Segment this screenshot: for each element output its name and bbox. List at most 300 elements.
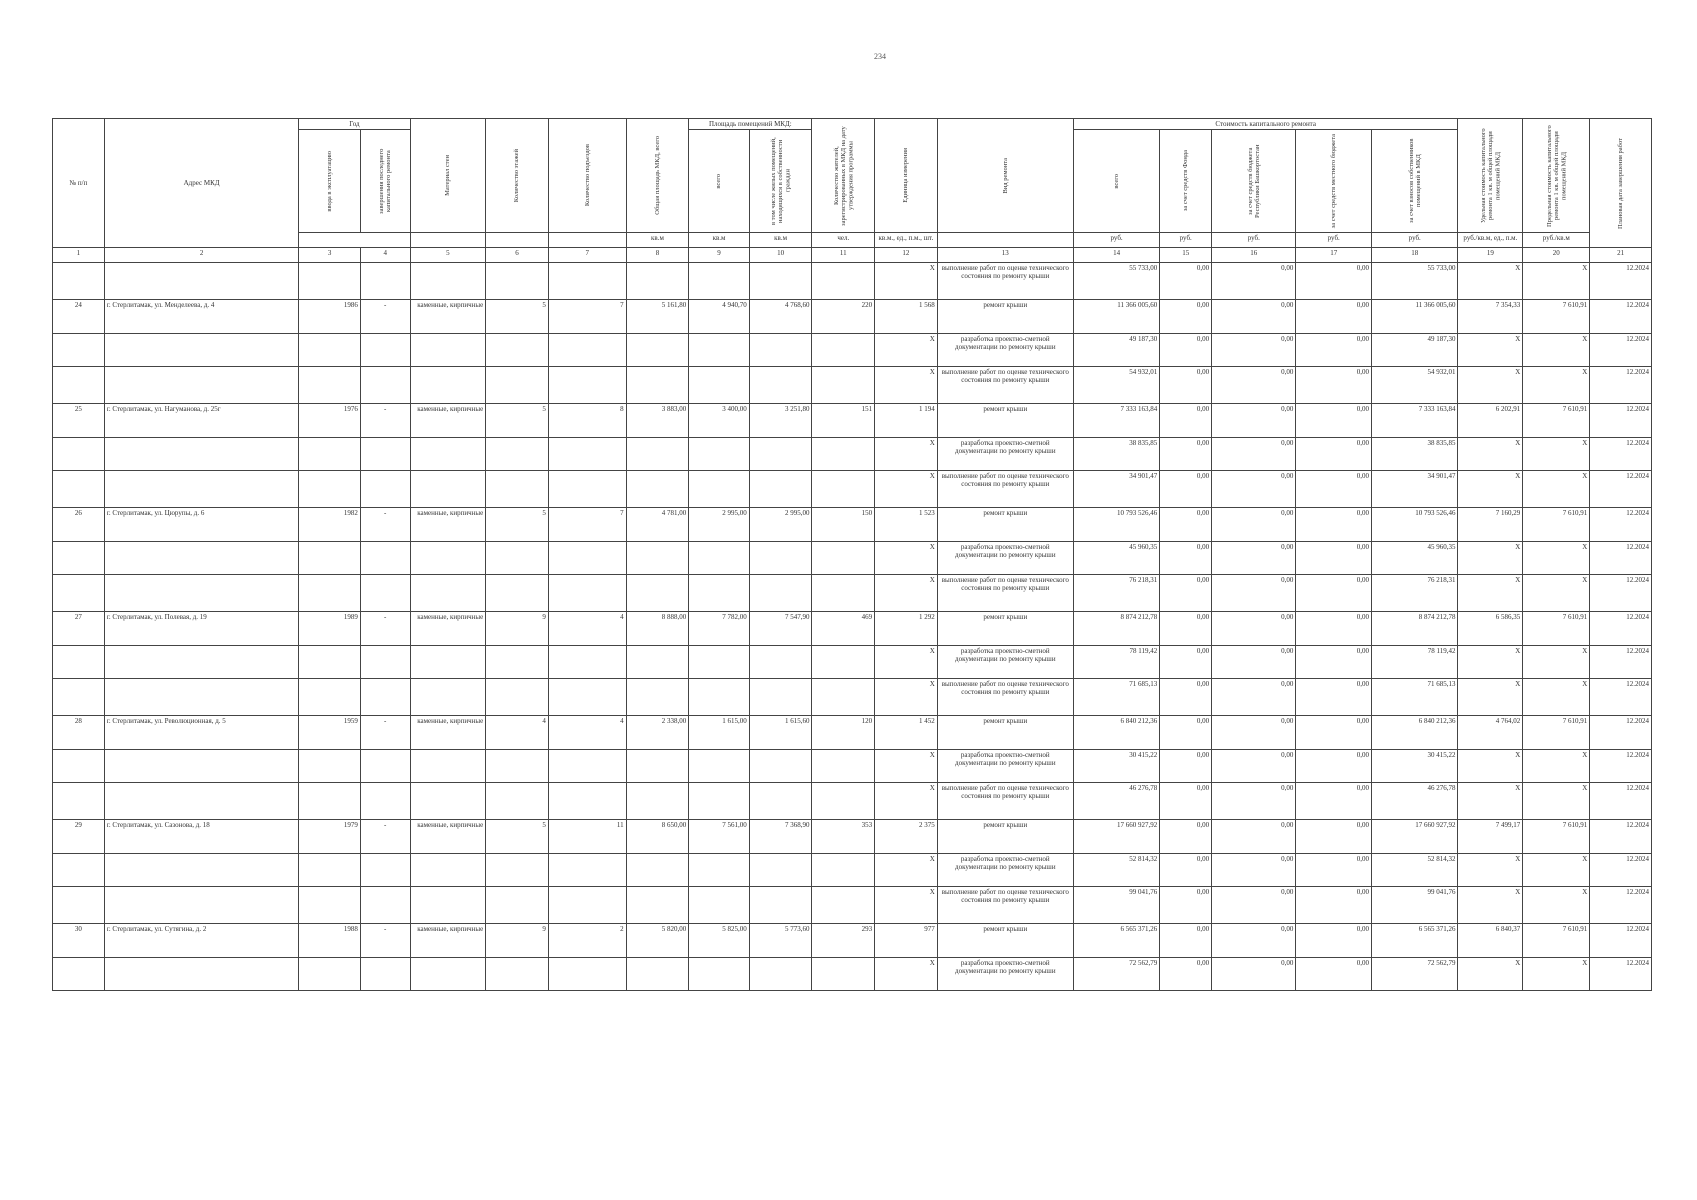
header-repair-type: Вид ремонта <box>1001 157 1009 194</box>
cell-year: 1982 <box>299 508 361 542</box>
cell-rep: - <box>360 300 410 334</box>
cell-c17: 0,00 <box>1296 404 1372 438</box>
table-row <box>53 438 1652 471</box>
cell-floors: 5 <box>486 300 549 334</box>
cell-c21: 12.2024 <box>1590 575 1652 612</box>
header-cost-republic: за счет средств бюджета Республики Башкортостан <box>1246 144 1261 218</box>
cell-c16: 0,00 <box>1212 612 1296 646</box>
cell-c18: 17 660 927,92 <box>1372 820 1458 854</box>
cell-repair-type: выполнение работ по оценке технического состояния по ремонту крыши <box>937 783 1073 820</box>
table-row <box>53 542 1652 575</box>
cell-c17: 0,00 <box>1296 542 1372 575</box>
cell-c21: 12.2024 <box>1590 716 1652 750</box>
cell-c20: X <box>1523 471 1590 508</box>
cell-repair-type: разработка проектно-сметной документации по ремонту крыши <box>937 750 1073 783</box>
cell-area_priv: 3 251,80 <box>749 404 812 438</box>
cell-area_priv: 5 773,60 <box>749 924 812 958</box>
table-row <box>53 300 1652 334</box>
cell-c20: X <box>1523 646 1590 679</box>
cell-c20: 7 610,91 <box>1523 612 1590 646</box>
cell-unit: X <box>875 334 938 367</box>
cell-addr: г. Стерлитамак, ул. Нагуманова, д. 25г <box>104 404 298 438</box>
table-row <box>53 750 1652 783</box>
cell-rep: - <box>360 924 410 958</box>
cell-unit: X <box>875 958 938 991</box>
cell-num: 26 <box>53 508 105 542</box>
cell-floors: 9 <box>486 924 549 958</box>
cell-year: 1976 <box>299 404 361 438</box>
cell-c15: 0,00 <box>1160 854 1212 887</box>
cell-c18: 46 276,78 <box>1372 783 1458 820</box>
cell-c17: 0,00 <box>1296 438 1372 471</box>
cell-c19: 7 499,17 <box>1458 820 1523 854</box>
header-plan-date: Плановая дата завершения работ <box>1617 137 1625 229</box>
header-max-cost: Предельная стоимость капитального ремонта 1 кв. м общей площади помещений МКД <box>1545 124 1567 227</box>
cell-floors: 5 <box>486 508 549 542</box>
cell-repair-type: выполнение работ по оценке технического состояния по ремонту крыши <box>937 471 1073 508</box>
cell-year: 1989 <box>299 612 361 646</box>
cell-floors: 4 <box>486 716 549 750</box>
cell-c15: 0,00 <box>1160 367 1212 404</box>
cell-c15: 0,00 <box>1160 646 1212 679</box>
cell-repair-type: разработка проектно-сметной документации по ремонту крыши <box>937 542 1073 575</box>
table-row <box>53 404 1652 438</box>
cell-c15: 0,00 <box>1160 958 1212 991</box>
header-commission-year: ввода в эксплуатацию <box>326 150 334 212</box>
cell-total_area: 5 820,00 <box>626 924 689 958</box>
cell-c21: 12.2024 <box>1590 750 1652 783</box>
cell-c21: 12.2024 <box>1590 508 1652 542</box>
cell-rep: - <box>360 716 410 750</box>
cell-repair-type: разработка проектно-сметной документации по ремонту крыши <box>937 958 1073 991</box>
cell-c17: 0,00 <box>1296 924 1372 958</box>
cell-c18: 78 119,42 <box>1372 646 1458 679</box>
cell-c20: 7 610,91 <box>1523 404 1590 438</box>
cell-entr: 7 <box>548 508 626 542</box>
cell-entr: 7 <box>548 300 626 334</box>
cell-c14: 72 562,79 <box>1073 958 1159 991</box>
table-row <box>53 679 1652 716</box>
cell-repair-type: ремонт крыши <box>937 508 1073 542</box>
cell-c18: 10 793 526,46 <box>1372 508 1458 542</box>
cell-unit: 1 194 <box>875 404 938 438</box>
cell-c16: 0,00 <box>1212 575 1296 612</box>
cell-unit: X <box>875 887 938 924</box>
cell-unit: 977 <box>875 924 938 958</box>
cell-area_all: 5 825,00 <box>689 924 749 958</box>
cell-mat: каменные, кирпичные <box>410 300 486 334</box>
cell-c14: 76 218,31 <box>1073 575 1159 612</box>
cell-area_all: 3 400,00 <box>689 404 749 438</box>
cell-c17: 0,00 <box>1296 367 1372 404</box>
cell-c16: 0,00 <box>1212 854 1296 887</box>
cell-c20: 7 610,91 <box>1523 300 1590 334</box>
cell-c15: 0,00 <box>1160 300 1212 334</box>
cell-unit: X <box>875 471 938 508</box>
cell-c19: 7 160,29 <box>1458 508 1523 542</box>
cell-c16: 0,00 <box>1212 471 1296 508</box>
header-area-all: всего <box>715 173 723 189</box>
cell-c21: 12.2024 <box>1590 367 1652 404</box>
cell-c18: 38 835,85 <box>1372 438 1458 471</box>
cell-c14: 46 276,78 <box>1073 783 1159 820</box>
header-unit-cost: Удельная стоимость капитального ремонта 1 кв. м общей площади помещений МКД <box>1479 128 1501 223</box>
cell-c17: 0,00 <box>1296 508 1372 542</box>
cell-c19: 6 586,35 <box>1458 612 1523 646</box>
cell-c14: 99 041,76 <box>1073 887 1159 924</box>
cell-c19: 6 840,37 <box>1458 924 1523 958</box>
cell-c14: 78 119,42 <box>1073 646 1159 679</box>
cell-c14: 52 814,32 <box>1073 854 1159 887</box>
cell-entr: 4 <box>548 716 626 750</box>
header-address: Адрес МКД <box>104 119 298 248</box>
cell-c15: 0,00 <box>1160 542 1212 575</box>
cell-repair-type: ремонт крыши <box>937 612 1073 646</box>
cell-c17: 0,00 <box>1296 471 1372 508</box>
table-row <box>53 820 1652 854</box>
cell-c14: 17 660 927,92 <box>1073 820 1159 854</box>
cell-c15: 0,00 <box>1160 612 1212 646</box>
cell-c16: 0,00 <box>1212 542 1296 575</box>
cell-unit: 1 292 <box>875 612 938 646</box>
cell-area_all: 7 782,00 <box>689 612 749 646</box>
header-residents: Количество жителей, зарегистрированных в МКД на дату утверждения программы <box>832 125 854 226</box>
cell-addr: г. Стерлитамак, ул. Полевая, д. 19 <box>104 612 298 646</box>
cell-area_all: 7 561,00 <box>689 820 749 854</box>
cell-c16: 0,00 <box>1212 783 1296 820</box>
header-num: № п/п <box>53 119 105 248</box>
cell-c14: 54 932,01 <box>1073 367 1159 404</box>
cell-c14: 6 565 371,26 <box>1073 924 1159 958</box>
repair-program-table <box>52 118 1652 991</box>
cell-c16: 0,00 <box>1212 820 1296 854</box>
cell-entr: 2 <box>548 924 626 958</box>
cell-num: 27 <box>53 612 105 646</box>
cell-c20: X <box>1523 854 1590 887</box>
cell-c18: 30 415,22 <box>1372 750 1458 783</box>
table-body <box>53 263 1652 991</box>
cell-c18: 8 874 212,78 <box>1372 612 1458 646</box>
cell-c21: 12.2024 <box>1590 924 1652 958</box>
cell-c15: 0,00 <box>1160 508 1212 542</box>
table-row <box>53 471 1652 508</box>
cell-area_all: 1 615,00 <box>689 716 749 750</box>
cell-c19: X <box>1458 887 1523 924</box>
cell-c16: 0,00 <box>1212 438 1296 471</box>
cell-c16: 0,00 <box>1212 300 1296 334</box>
cell-c21: 12.2024 <box>1590 958 1652 991</box>
cell-addr: г. Стерлитамак, ул. Менделеева, д. 4 <box>104 300 298 334</box>
cell-c17: 0,00 <box>1296 612 1372 646</box>
cell-c15: 0,00 <box>1160 750 1212 783</box>
cell-c18: 45 960,35 <box>1372 542 1458 575</box>
cell-c19: 6 202,91 <box>1458 404 1523 438</box>
cell-c20: 7 610,91 <box>1523 820 1590 854</box>
cell-c19: X <box>1458 750 1523 783</box>
cell-c15: 0,00 <box>1160 471 1212 508</box>
cell-year: 1979 <box>299 820 361 854</box>
cell-c20: 7 610,91 <box>1523 716 1590 750</box>
table-row <box>53 958 1652 991</box>
cell-people: 120 <box>812 716 875 750</box>
cell-c14: 71 685,13 <box>1073 679 1159 716</box>
header-total-area: Общая площадь МКД, всего <box>653 136 661 215</box>
cell-repair-type: ремонт крыши <box>937 924 1073 958</box>
cell-mat: каменные, кирпичные <box>410 612 486 646</box>
cell-c21: 12.2024 <box>1590 300 1652 334</box>
cell-c14: 6 840 212,36 <box>1073 716 1159 750</box>
cell-floors: 9 <box>486 612 549 646</box>
cell-unit: 1 452 <box>875 716 938 750</box>
cell-entr: 8 <box>548 404 626 438</box>
cell-c21: 12.2024 <box>1590 783 1652 820</box>
table-header <box>53 119 1652 263</box>
cell-num: 28 <box>53 716 105 750</box>
cell-c14: 49 187,30 <box>1073 334 1159 367</box>
cell-total_area: 3 883,00 <box>626 404 689 438</box>
cell-c18: 99 041,76 <box>1372 887 1458 924</box>
table-row <box>53 854 1652 887</box>
header-floors: Количество этажей <box>513 148 521 203</box>
cell-c14: 7 333 163,84 <box>1073 404 1159 438</box>
cell-c16: 0,00 <box>1212 334 1296 367</box>
page-number: 234 <box>874 52 886 61</box>
header-unit: Единица измерения <box>902 148 910 203</box>
cell-c17: 0,00 <box>1296 334 1372 367</box>
cell-people: 293 <box>812 924 875 958</box>
cell-c15: 0,00 <box>1160 334 1212 367</box>
cell-total_area: 8 650,00 <box>626 820 689 854</box>
cell-c19: X <box>1458 783 1523 820</box>
cell-area_priv: 4 768,60 <box>749 300 812 334</box>
cell-c16: 0,00 <box>1212 367 1296 404</box>
cell-c20: X <box>1523 750 1590 783</box>
cell-repair-type: разработка проектно-сметной документации по ремонту крыши <box>937 334 1073 367</box>
cell-c18: 6 840 212,36 <box>1372 716 1458 750</box>
cell-people: 151 <box>812 404 875 438</box>
table-row <box>53 612 1652 646</box>
cell-year: 1959 <box>299 716 361 750</box>
cell-unit: X <box>875 679 938 716</box>
table-row <box>53 575 1652 612</box>
cell-unit: 1 568 <box>875 300 938 334</box>
cell-c17: 0,00 <box>1296 958 1372 991</box>
header-area-group: Площадь помещений МКД: <box>689 119 812 130</box>
cell-c21: 12.2024 <box>1590 471 1652 508</box>
cell-mat: каменные, кирпичные <box>410 508 486 542</box>
cell-mat: каменные, кирпичные <box>410 924 486 958</box>
cell-c18: 11 366 005,60 <box>1372 300 1458 334</box>
cell-c14: 30 415,22 <box>1073 750 1159 783</box>
cell-repair-type: ремонт крыши <box>937 716 1073 750</box>
cell-unit: X <box>875 438 938 471</box>
cell-rep: - <box>360 508 410 542</box>
cell-c17: 0,00 <box>1296 575 1372 612</box>
cell-rep: - <box>360 820 410 854</box>
header-cost-fund: за счет средств Фонда <box>1182 150 1190 212</box>
cell-total_area: 5 161,80 <box>626 300 689 334</box>
cell-c14: 45 960,35 <box>1073 542 1159 575</box>
cell-c17: 0,00 <box>1296 887 1372 924</box>
column-numbers-row: 1 2 3 4 5 6 7 8 9 10 11 12 13 14 15 16 17 18 19 20 21 <box>53 248 1652 263</box>
cell-entr: 4 <box>548 612 626 646</box>
cell-c16: 0,00 <box>1212 958 1296 991</box>
cell-c16: 0,00 <box>1212 887 1296 924</box>
cell-people: 469 <box>812 612 875 646</box>
cell-people: 220 <box>812 300 875 334</box>
cell-c21: 12.2024 <box>1590 404 1652 438</box>
cell-c20: X <box>1523 783 1590 820</box>
cell-unit: 1 523 <box>875 508 938 542</box>
cell-people: 353 <box>812 820 875 854</box>
cell-c17: 0,00 <box>1296 679 1372 716</box>
cell-rep: - <box>360 404 410 438</box>
cell-c19: X <box>1458 542 1523 575</box>
header-last-repair-year: завершения последнего капитального ремонта <box>378 148 393 214</box>
cell-repair-type: выполнение работ по оценке технического состояния по ремонту крыши <box>937 679 1073 716</box>
cell-c21: 12.2024 <box>1590 820 1652 854</box>
cell-c19: X <box>1458 471 1523 508</box>
header-cost-local: за счет средств местного бюджета <box>1330 133 1338 229</box>
cell-repair-type: ремонт крыши <box>937 404 1073 438</box>
cell-c18: 6 565 371,26 <box>1372 924 1458 958</box>
cell-unit: 2 375 <box>875 820 938 854</box>
cell-c20: X <box>1523 958 1590 991</box>
header-cost-owners: за счет взносов собственников помещений в МКД <box>1407 138 1422 224</box>
cell-addr: г. Стерлитамак, ул. Сазонова, д. 18 <box>104 820 298 854</box>
cell-c21: 12.2024 <box>1590 438 1652 471</box>
cell-num: 25 <box>53 404 105 438</box>
cell-c15: 0,00 <box>1160 438 1212 471</box>
cell-c19: 4 764,02 <box>1458 716 1523 750</box>
cell-floors: 5 <box>486 820 549 854</box>
cell-c14: 38 835,85 <box>1073 438 1159 471</box>
cell-c20: X <box>1523 887 1590 924</box>
cell-repair-type: разработка проектно-сметной документации по ремонту крыши <box>937 854 1073 887</box>
cell-unit: X <box>875 367 938 404</box>
cell-c21: 12.2024 <box>1590 612 1652 646</box>
cell-c17: 0,00 <box>1296 783 1372 820</box>
cell-rep: - <box>360 612 410 646</box>
cell-entr: 11 <box>548 820 626 854</box>
cell-area_priv: 2 995,00 <box>749 508 812 542</box>
cell-unit: X <box>875 646 938 679</box>
cell-c19: X <box>1458 854 1523 887</box>
cell-c15: 0,00 <box>1160 404 1212 438</box>
cell-c21: 12.2024 <box>1590 646 1652 679</box>
table-row <box>53 646 1652 679</box>
cell-c21: 12.2024 <box>1590 854 1652 887</box>
cell-c15: 0,00 <box>1160 887 1212 924</box>
cell-area_priv: 1 615,60 <box>749 716 812 750</box>
cell-c18: 7 333 163,84 <box>1372 404 1458 438</box>
cell-addr: г. Стерлитамак, ул. Сутягина, д. 2 <box>104 924 298 958</box>
cell-repair-type: выполнение работ по оценке технического состояния по ремонту крыши <box>937 575 1073 612</box>
cell-c19: X <box>1458 575 1523 612</box>
cell-c17: 0,00 <box>1296 716 1372 750</box>
units-row: кв.м кв.м кв.м чел. кв.м., ед., п.м., шт. руб. руб. руб. руб. руб. руб./кв.м, ед., п.м. руб./кв.м <box>53 233 1652 248</box>
cell-c17: 0,00 <box>1296 300 1372 334</box>
cell-c18: 54 932,01 <box>1372 367 1458 404</box>
cell-c15: 0,00 <box>1160 820 1212 854</box>
cell-c14: 34 901,47 <box>1073 471 1159 508</box>
cell-total_area: 2 338,00 <box>626 716 689 750</box>
cell-c17: 0,00 <box>1296 820 1372 854</box>
cell-total_area: 8 888,00 <box>626 612 689 646</box>
cell-c19: X <box>1458 334 1523 367</box>
cell-c15: 0,00 <box>1160 783 1212 820</box>
header-cost-total: всего <box>1113 173 1120 189</box>
cell-mat: каменные, кирпичные <box>410 404 486 438</box>
cell-c17: 0,00 <box>1296 646 1372 679</box>
table-row <box>53 367 1652 404</box>
cell-c20: X <box>1523 542 1590 575</box>
cell-c15: 0,00 <box>1160 924 1212 958</box>
cell-repair-type: выполнение работ по оценке технического состояния по ремонту крыши <box>937 367 1073 404</box>
cell-c15: 0,00 <box>1160 679 1212 716</box>
cell-c18: 34 901,47 <box>1372 471 1458 508</box>
cell-c16: 0,00 <box>1212 508 1296 542</box>
cell-c20: X <box>1523 575 1590 612</box>
cell-mat: каменные, кирпичные <box>410 716 486 750</box>
cell-unit: X <box>875 854 938 887</box>
cell-floors: 5 <box>486 404 549 438</box>
table-row <box>53 508 1652 542</box>
cell-c20: 7 610,91 <box>1523 924 1590 958</box>
cell-area_priv: 7 547,90 <box>749 612 812 646</box>
cell-c18: 72 562,79 <box>1372 958 1458 991</box>
cell-c20: X <box>1523 367 1590 404</box>
cell-c18: 76 218,31 <box>1372 575 1458 612</box>
cell-addr: г. Стерлитамак, ул. Революционная, д. 5 <box>104 716 298 750</box>
cell-c18: 71 685,13 <box>1372 679 1458 716</box>
cell-c17: 0,00 <box>1296 854 1372 887</box>
cell-c19: X <box>1458 438 1523 471</box>
header-wall-material: Материал стен <box>444 155 452 196</box>
cell-year: 1986 <box>299 300 361 334</box>
cell-c14: 8 874 212,78 <box>1073 612 1159 646</box>
cell-c14: 10 793 526,46 <box>1073 508 1159 542</box>
cell-c18: 52 814,32 <box>1372 854 1458 887</box>
header-year-group: Год <box>299 119 410 130</box>
cell-c16: 0,00 <box>1212 716 1296 750</box>
cell-total_area: 4 781,00 <box>626 508 689 542</box>
cell-unit: X <box>875 750 938 783</box>
cell-c14: 11 366 005,60 <box>1073 300 1159 334</box>
cell-repair-type: выполнение работ по оценке технического состояния по ремонту крыши <box>937 887 1073 924</box>
cell-num: 29 <box>53 820 105 854</box>
cell-unit: X <box>875 575 938 612</box>
cell-unit: X <box>875 783 938 820</box>
table-row <box>53 887 1652 924</box>
cell-unit: X <box>875 542 938 575</box>
cell-mat: каменные, кирпичные <box>410 820 486 854</box>
cell-c15: 0,00 <box>1160 716 1212 750</box>
cell-area_priv: 7 368,90 <box>749 820 812 854</box>
cell-c21: 12.2024 <box>1590 887 1652 924</box>
cell-area_all: 4 940,70 <box>689 300 749 334</box>
cell-c20: X <box>1523 334 1590 367</box>
cell-c16: 0,00 <box>1212 679 1296 716</box>
table-row <box>53 783 1652 820</box>
cell-repair-type: ремонт крыши <box>937 300 1073 334</box>
cell-c20: 7 610,91 <box>1523 508 1590 542</box>
cell-repair-type: разработка проектно-сметной документации по ремонту крыши <box>937 438 1073 471</box>
cell-c21: 12.2024 <box>1590 679 1652 716</box>
header-entrances: Количество подъездов <box>583 144 591 207</box>
cell-c20: X <box>1523 679 1590 716</box>
cell-repair-type: ремонт крыши <box>937 820 1073 854</box>
